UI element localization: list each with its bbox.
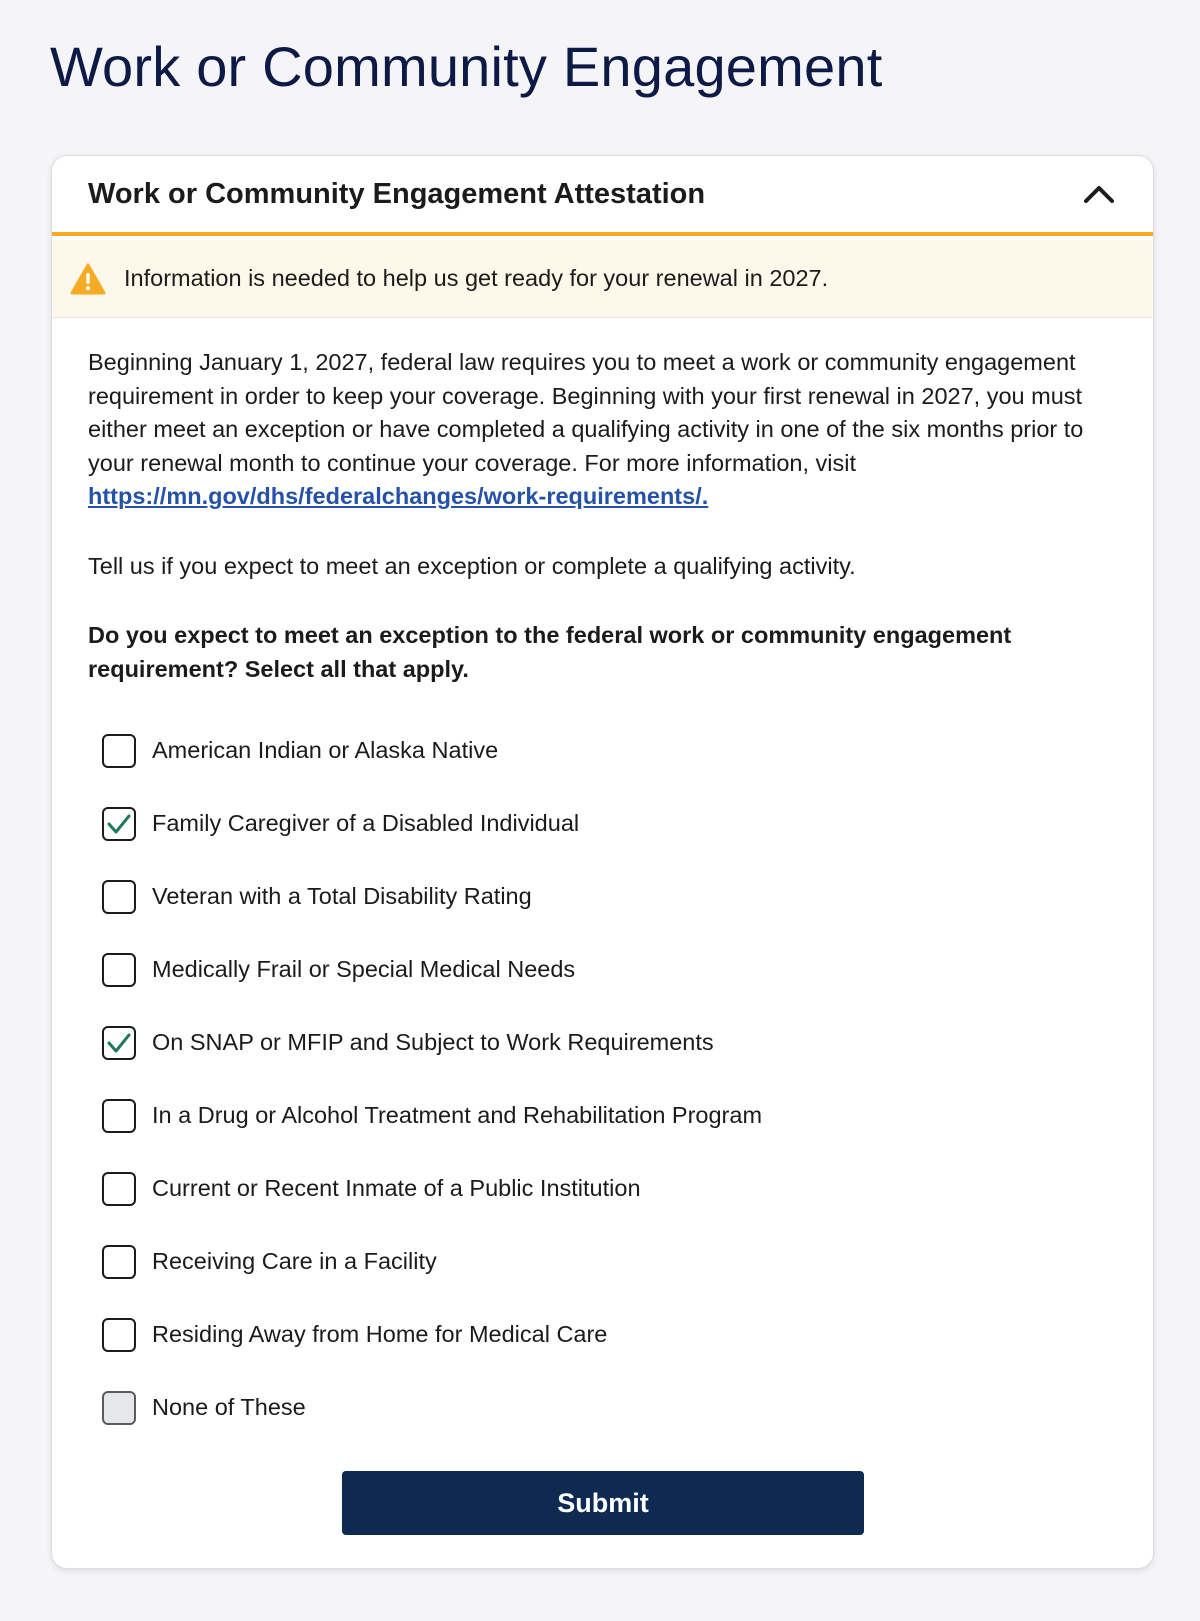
exception-option[interactable]: [88, 1298, 1123, 1371]
checkbox[interactable]: [102, 1391, 136, 1425]
option-label: Veteran with a Total Disability Rating: [152, 883, 532, 909]
exception-option[interactable]: [88, 1152, 1123, 1225]
submit-button[interactable]: Submit: [342, 1471, 864, 1535]
option-label: In a Drug or Alcohol Treatment and Rehabilitation Program: [152, 1102, 763, 1128]
exception-options: [88, 714, 1123, 1444]
checkbox[interactable]: [102, 1245, 136, 1279]
checkbox[interactable]: [102, 1026, 136, 1060]
exception-option[interactable]: [88, 933, 1123, 1006]
option-label: None of These: [152, 1394, 306, 1420]
alert-text: Information is needed to help us get ready for your renewal in 2027.: [124, 265, 829, 291]
checkbox[interactable]: [102, 1099, 136, 1133]
checkbox[interactable]: [102, 807, 136, 841]
option-label: Receiving Care in a Facility: [152, 1248, 437, 1274]
option-label: Medically Frail or Special Medical Needs: [152, 956, 576, 982]
checkmark-icon: [106, 813, 132, 835]
warning-icon: [70, 263, 106, 295]
checkbox[interactable]: [102, 1172, 136, 1206]
option-label: Current or Recent Inmate of a Public Institution: [152, 1175, 641, 1201]
checkbox[interactable]: [102, 880, 136, 914]
checkmark-icon: [106, 1032, 132, 1054]
instruction-text: Tell us if you expect to meet an exception or complete a qualifying activity.: [88, 552, 856, 579]
exception-question: Do you expect to meet an exception to the federal work or community engagement requirement? Select all that apply.: [88, 622, 1012, 682]
chevron-up-icon[interactable]: [1081, 176, 1117, 212]
work-requirements-link[interactable]: https://mn.gov/dhs/federalchanges/work-requirements/.: [88, 483, 709, 509]
option-label: American Indian or Alaska Native: [152, 737, 499, 763]
card-body: [88, 346, 1123, 1460]
intro-text: Beginning January 1, 2027, federal law requires you to meet a work or community engagement requirement in order to keep your coverage. Beginning with your first renewal in 2027, you must either meet an exception or have completed a qualifying activity in one of the six months prior to your renewal month to continue your coverage. For more information, visit: [88, 349, 1084, 476]
option-label: On SNAP or MFIP and Subject to Work Requirements: [152, 1029, 714, 1055]
page-title: Work or Community Engagement: [50, 35, 883, 98]
option-label: Residing Away from Home for Medical Care: [152, 1321, 608, 1347]
checkbox[interactable]: [102, 734, 136, 768]
checkbox[interactable]: [102, 1318, 136, 1352]
card-title: Work or Community Engagement Attestation: [88, 177, 706, 210]
exception-option[interactable]: [88, 787, 1123, 860]
renewal-alert: [52, 240, 1153, 318]
exception-option[interactable]: [88, 714, 1123, 787]
attestation-card: [51, 155, 1154, 1569]
exception-option[interactable]: [88, 1079, 1123, 1152]
exception-option[interactable]: [88, 1225, 1123, 1298]
attestation-accordion-header[interactable]: [52, 156, 1153, 236]
intro-paragraph: [88, 346, 1123, 514]
checkbox[interactable]: [102, 953, 136, 987]
exception-option[interactable]: [88, 1371, 1123, 1444]
exception-option[interactable]: [88, 1006, 1123, 1079]
option-label: Family Caregiver of a Disabled Individual: [152, 810, 580, 836]
exception-option[interactable]: [88, 860, 1123, 933]
